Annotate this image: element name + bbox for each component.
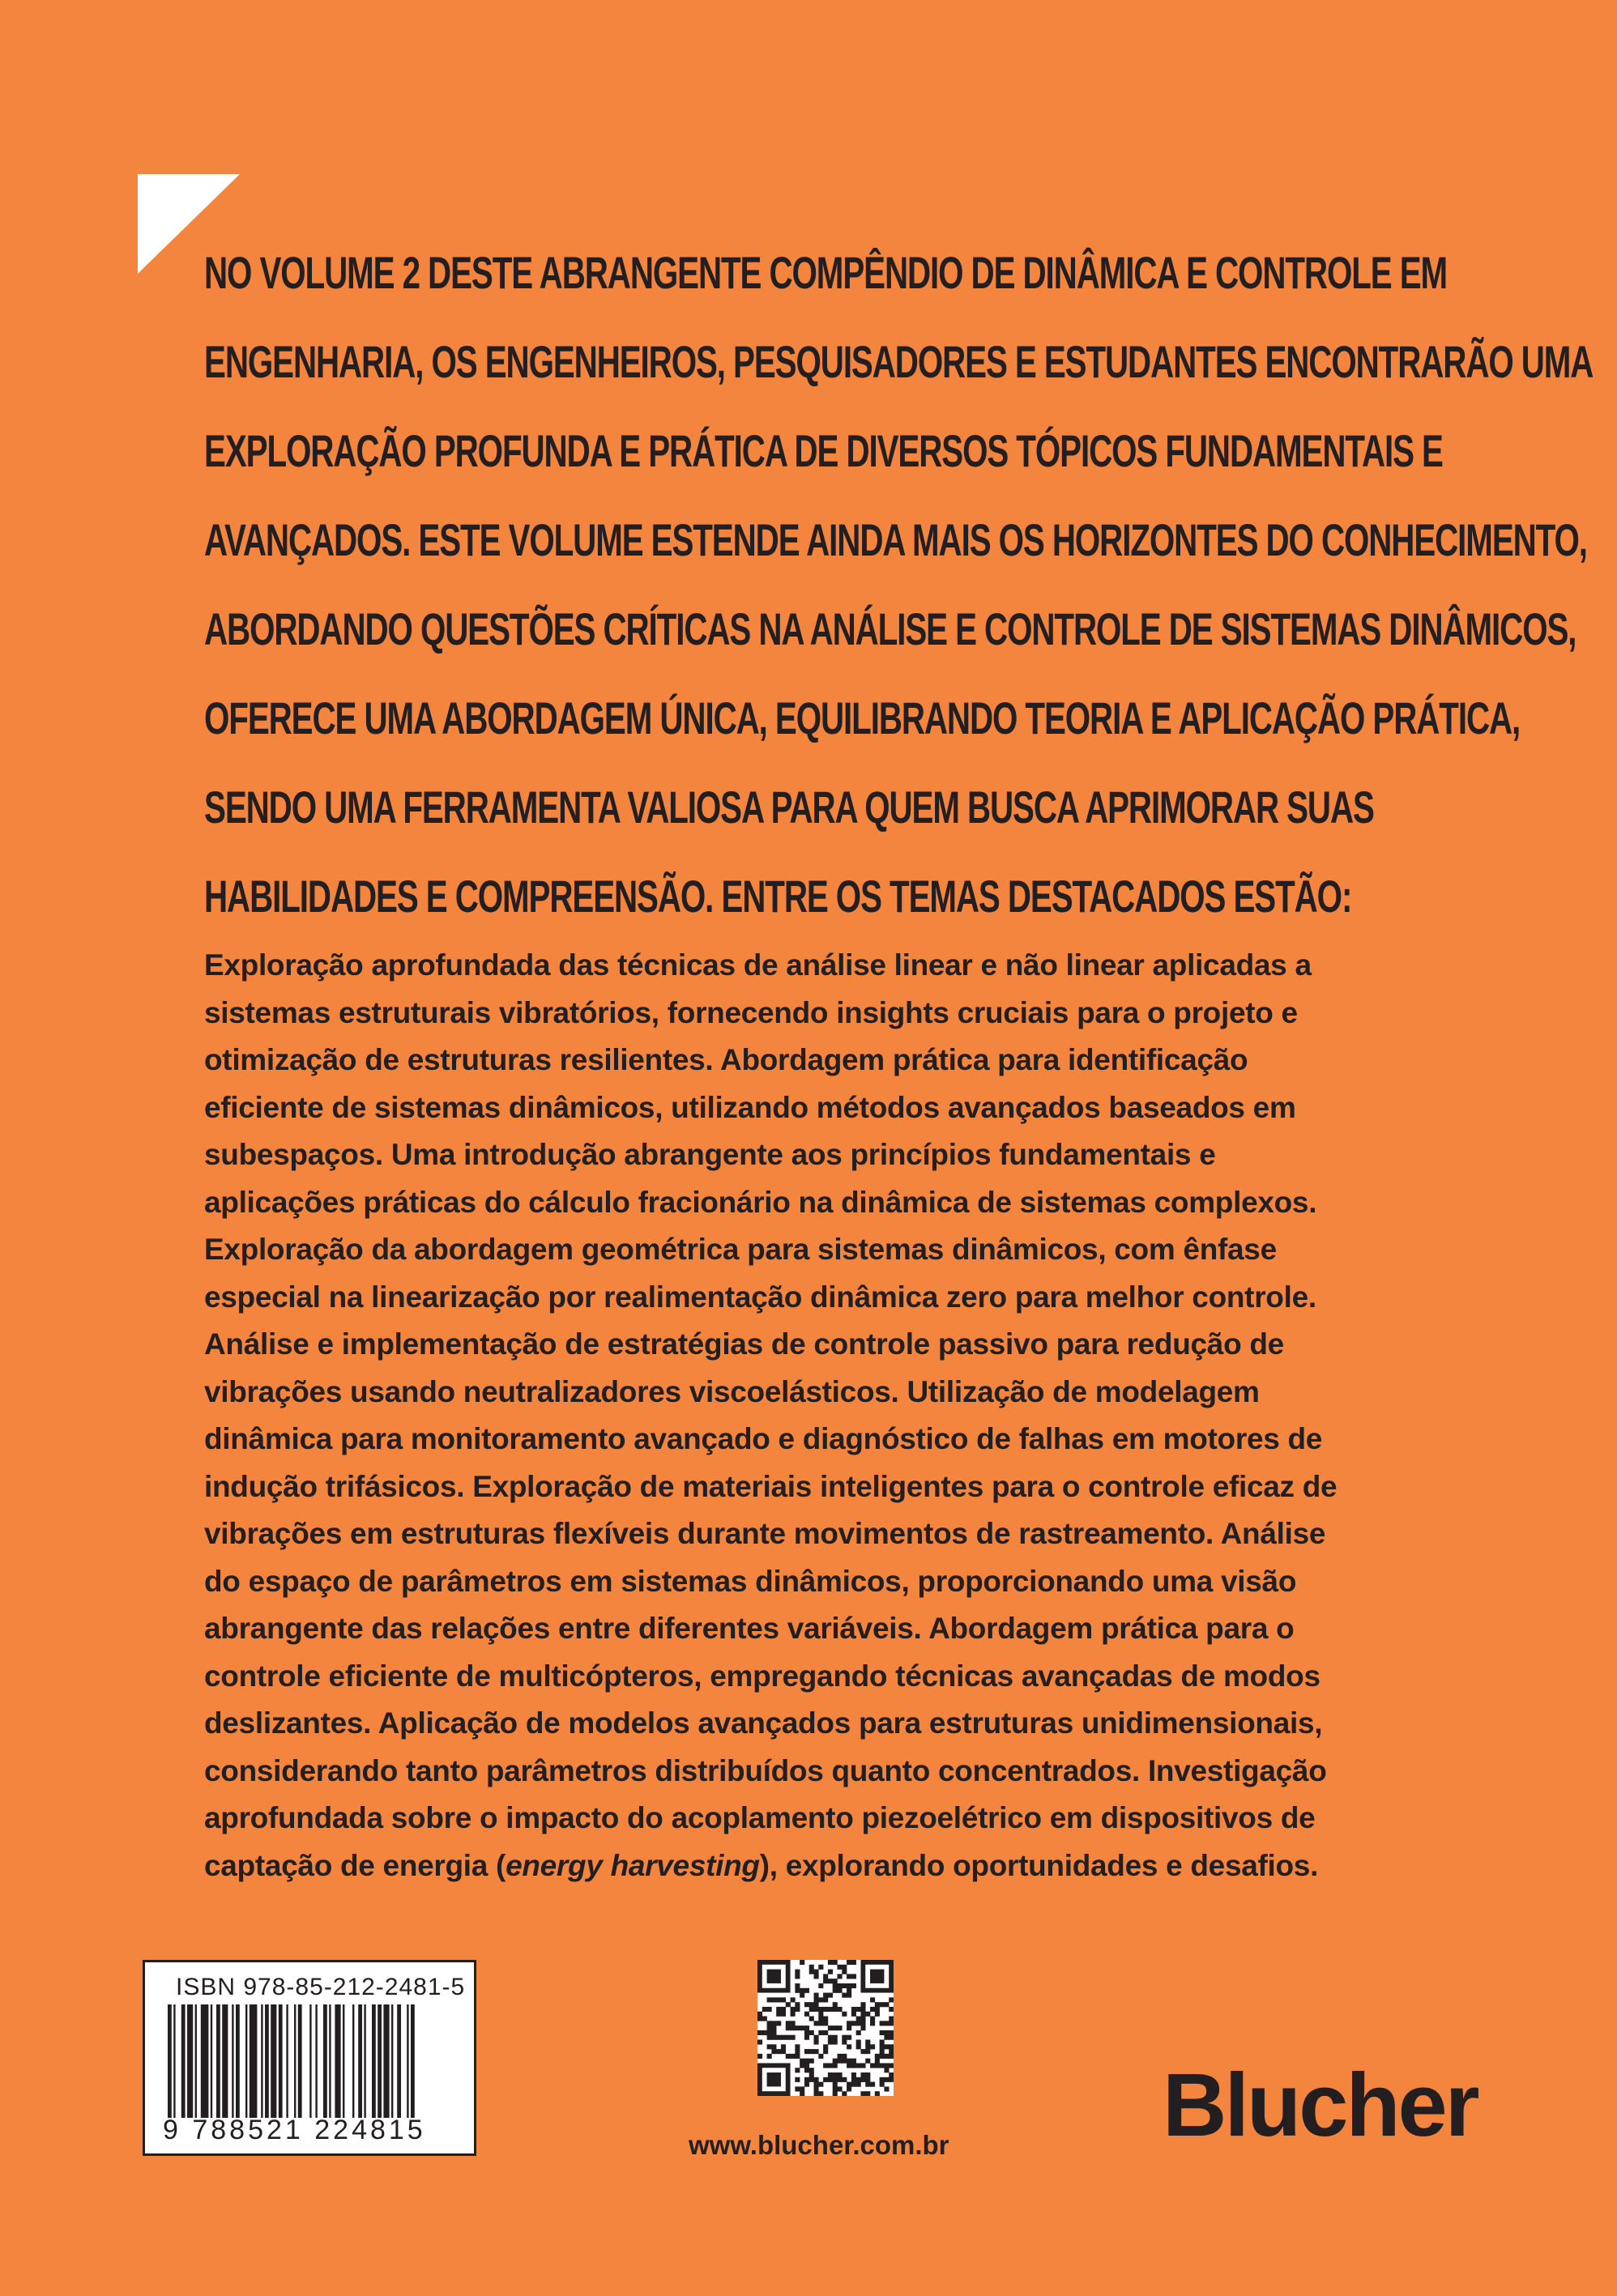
headline-line: SENDO UMA FERRAMENTA VALIOSA PARA QUEM BUSCA APRIMORAR SUAS xyxy=(204,782,1374,833)
body-text-emphasis: energy harvesting xyxy=(506,1848,760,1882)
body-line: aprofundada sobre o impacto do acoplamento piezoelétrico em dispositivos de xyxy=(204,1801,1316,1834)
body-line: deslizantes. Aplicação de modelos avançados para estruturas unidimensionais, xyxy=(204,1706,1323,1740)
body-line: subespaços. Uma introdução abrangente aos princípios fundamentais e xyxy=(204,1138,1216,1171)
body-line: controle eficiente de multicópteros, empregando técnicas avançadas de modos xyxy=(204,1659,1320,1693)
barcode-bars xyxy=(168,2004,456,2118)
isbn-barcode xyxy=(143,1960,476,2156)
body-line: aplicações práticas do cálculo fracionário na dinâmica de sistemas complexos. xyxy=(204,1185,1317,1219)
qr-code xyxy=(757,1960,894,2096)
body-line: indução trifásicos. Exploração de materiais inteligentes para o controle eficaz de xyxy=(204,1469,1338,1503)
body-line: Exploração da abordagem geométrica para sistemas dinâmicos, com ênfase xyxy=(204,1233,1277,1266)
headline-line: ENGENHARIA, OS ENGENHEIROS, PESQUISADORES E ESTUDANTES ENCONTRARÃO UMA xyxy=(204,336,1594,387)
headline-line: OFERECE UMA ABORDAGEM ÚNICA, EQUILIBRANDO TEORIA E APLICAÇÃO PRÁTICA, xyxy=(204,692,1521,743)
body-line: Exploração aprofundada das técnicas de análise linear e não linear aplicadas a xyxy=(204,948,1312,982)
headline-line: EXPLORAÇÃO PROFUNDA E PRÁTICA DE DIVERSOS TÓPICOS FUNDAMENTAIS E xyxy=(204,425,1443,476)
body-line-last xyxy=(204,1842,1419,1890)
headline-line: HABILIDADES E COMPREENSÃO. ENTRE OS TEMAS DESTACADOS ESTÃO: xyxy=(204,871,1352,922)
body-line: otimização de estruturas resilientes. Abordagem prática para identificação xyxy=(204,1043,1248,1076)
publisher-logo: Blucher xyxy=(1163,2055,1478,2155)
body-line: Análise e implementação de estratégias de controle passivo para redução de xyxy=(204,1327,1284,1361)
body-line: considerando tanto parâmetros distribuídos quanto concentrados. Investigação xyxy=(204,1753,1327,1787)
qr-code-matrix xyxy=(757,1960,894,2096)
headline-block xyxy=(204,228,1594,941)
body-text-fragment: ), explorando oportunidades e desafios. xyxy=(759,1848,1319,1882)
isbn-label: ISBN 978-85-212-2481-5 xyxy=(176,1974,466,2000)
body-line: vibrações usando neutralizadores viscoelásticos. Utilização de modelagem xyxy=(204,1374,1260,1408)
headline-line: ABORDANDO QUESTÕES CRÍTICAS NA ANÁLISE E CONTROLE DE SISTEMAS DINÂMICOS, xyxy=(204,603,1576,654)
body-line: eficiente de sistemas dinâmicos, utilizando métodos avançados baseados em xyxy=(204,1090,1296,1124)
body-line: abrangente das relações entre diferentes variáveis. Abordagem prática para o xyxy=(204,1612,1295,1645)
body-line: sistemas estruturais vibratórios, fornecendo insights cruciais para o projeto e xyxy=(204,995,1298,1029)
ean-digits: 9 788521 224815 xyxy=(163,2115,426,2145)
body-line: vibrações em estruturas flexíveis durante movimentos de rastreamento. Análise xyxy=(204,1517,1326,1550)
body-line: do espaço de parâmetros em sistemas dinâmicos, proporcionando uma visão xyxy=(204,1564,1297,1598)
publisher-website: www.blucher.com.br xyxy=(689,2130,949,2160)
description-paragraph xyxy=(204,942,1419,1889)
body-line: dinâmica para monitoramento avançado e diagnóstico de falhas em motores de xyxy=(204,1422,1323,1455)
body-line: especial na linearização por realimentação dinâmica zero para melhor controle. xyxy=(204,1280,1316,1314)
headline-line: AVANÇADOS. ESTE VOLUME ESTENDE AINDA MAIS OS HORIZONTES DO CONHECIMENTO, xyxy=(204,514,1587,565)
body-text-fragment: captação de energia ( xyxy=(204,1848,506,1882)
headline-line: NO VOLUME 2 DESTE ABRANGENTE COMPÊNDIO DE DINÂMICA E CONTROLE EM xyxy=(204,247,1448,298)
